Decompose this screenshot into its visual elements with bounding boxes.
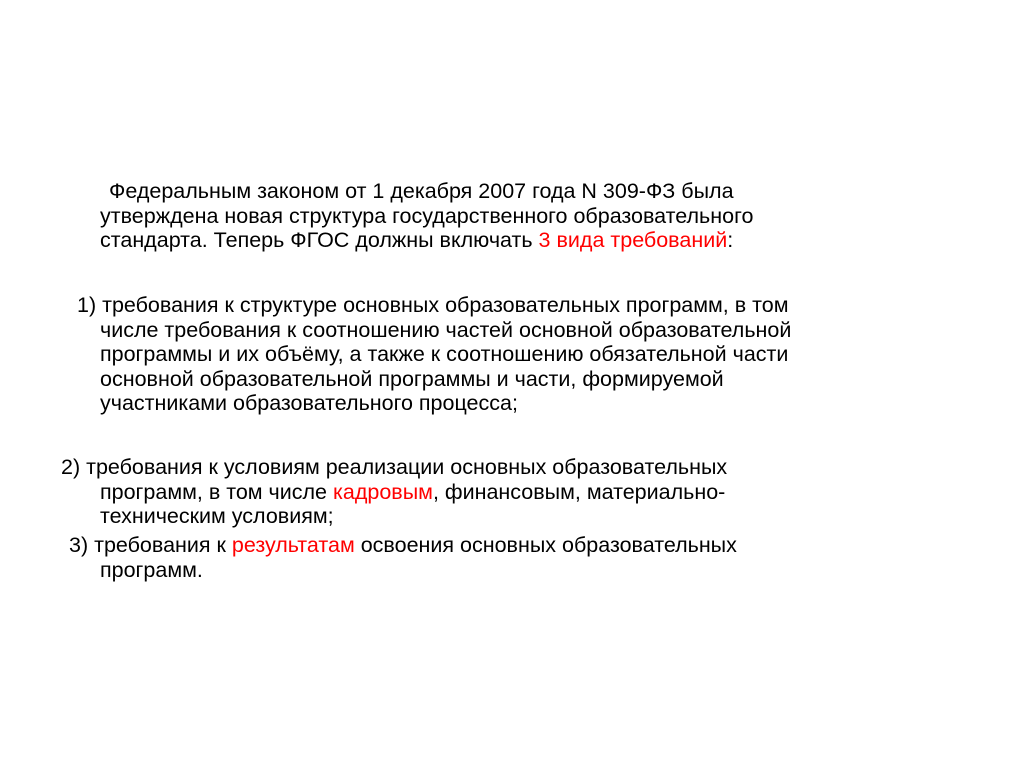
intro-line-3 [100,228,753,253]
requirement-1-line-1: 1) требования к структуре основных образовательных программ, в том [77,293,789,317]
requirement-3-line-1-rest: освоения основных образовательных [354,533,737,557]
requirement-3-line-1 [69,533,737,558]
requirement-1-paragraph [77,293,791,416]
requirement-3-paragraph [69,533,737,582]
requirement-1-line-3: программы и их объёму, а также к соотношению обязательной части [100,342,789,366]
intro-paragraph [100,179,754,253]
requirement-3-line-1-text: 3) требования к [69,533,232,557]
intro-line-3-text: стандарта. Теперь ФГОС должны включать [100,228,539,252]
requirement-1-line-2: числе требования к соотношению частей основной образовательной [100,317,792,342]
requirement-2-line-1: 2) требования к условиям реализации основных образовательных [61,455,728,479]
staffing-highlight: кадровым [332,479,433,504]
requirement-2-line-2 [100,480,727,505]
requirement-2-paragraph [61,455,727,529]
requirement-2-line-2-text: программ, в том числе [100,479,333,504]
requirement-2-line-3: техническим условиям; [100,504,334,528]
requirement-1-line-5: участниками образовательного процесса; [100,391,518,415]
results-highlight: результатам [231,533,355,557]
three-requirement-types-highlight: 3 вида требований [538,228,728,252]
requirement-3-line-2: программ. [100,557,203,582]
requirement-2-line-2-rest: , финансовым, материально- [432,479,726,504]
intro-line-2: утверждена новая структура государственного образовательного [100,203,754,228]
requirement-1-line-4: основной образовательной программы и части, формируемой [100,366,724,391]
intro-line-3-colon: : [727,228,734,252]
intro-line-1: Федеральным законом от 1 декабря 2007 года N 309-ФЗ была [109,179,734,203]
